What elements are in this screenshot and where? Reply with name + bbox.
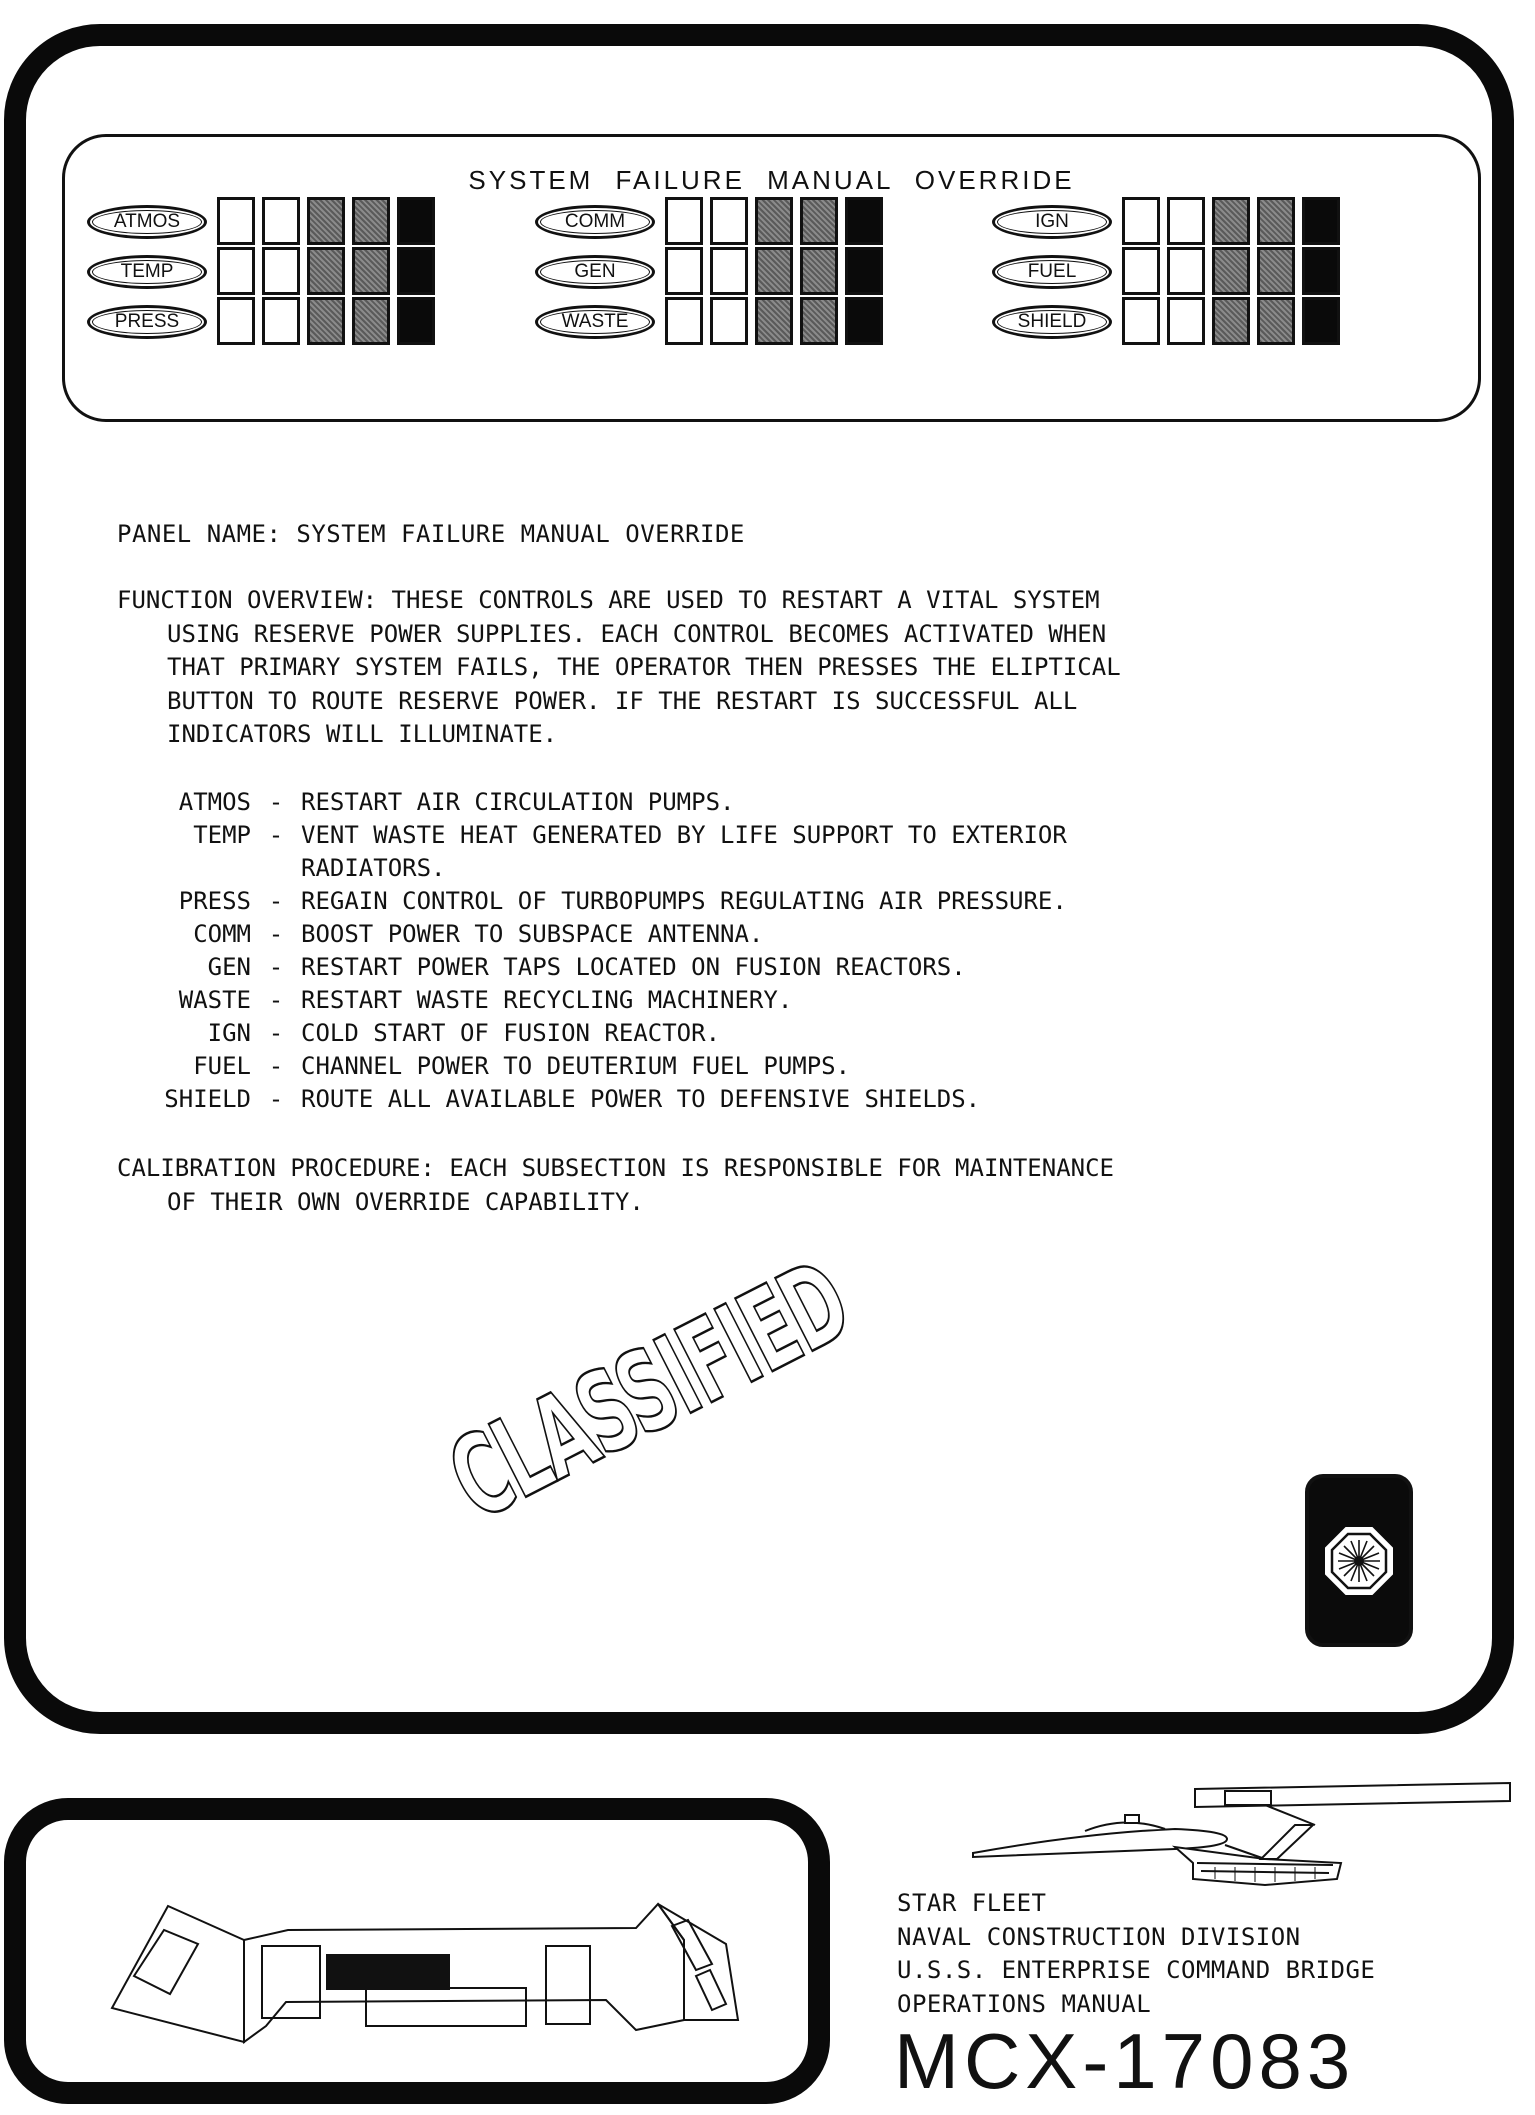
indicator-light xyxy=(217,297,255,345)
legend-description: VENT WASTE HEAT GENERATED BY LIFE SUPPORT TO EXTERIOR xyxy=(301,821,1067,849)
indicator-light xyxy=(1122,247,1160,295)
indicator-light xyxy=(1167,197,1205,245)
indicator-light xyxy=(307,247,345,295)
legend-separator: - xyxy=(268,1019,284,1047)
legend-key: SHIELD xyxy=(164,1085,251,1113)
indicator-light xyxy=(1122,197,1160,245)
legend-item xyxy=(117,885,1201,918)
indicator-light xyxy=(755,247,793,295)
function-overview-line: THAT PRIMARY SYSTEM FAILS, THE OPERATOR THEN PRESSES THE ELIPTICAL xyxy=(167,653,1121,681)
footer-line: OPERATIONS MANUAL xyxy=(897,1989,1152,2018)
legend-key: IGN xyxy=(207,1019,251,1047)
override-button-fuel[interactable] xyxy=(992,255,1112,289)
legend-description: BOOST POWER TO SUBSPACE ANTENNA. xyxy=(301,920,764,948)
legend-separator: - xyxy=(268,1052,284,1080)
bridge-console-diagram-icon xyxy=(26,1820,808,2082)
legend-description: ROUTE ALL AVAILABLE POWER TO DEFENSIVE SHIELDS. xyxy=(301,1085,981,1113)
legend-item xyxy=(117,819,1201,852)
override-row-fuel xyxy=(992,247,1392,299)
system-legend xyxy=(117,786,1201,1116)
legend-key: COMM xyxy=(193,920,251,948)
footer-division-text xyxy=(897,1887,1375,2021)
override-row-shield xyxy=(992,297,1392,349)
override-row-gen xyxy=(535,247,935,299)
footer-line: STAR FLEET xyxy=(897,1889,1047,1917)
indicator-light xyxy=(397,247,435,295)
legend-item xyxy=(117,786,1201,819)
indicator-light xyxy=(800,247,838,295)
indicator-light xyxy=(1167,297,1205,345)
indicator-light xyxy=(845,247,883,295)
override-button-label: GEN xyxy=(574,261,616,282)
indicator-light xyxy=(1122,297,1160,345)
calibration-first-line: CALIBRATION PROCEDURE: EACH SUBSECTION IS RESPONSIBLE FOR MAINTENANCE xyxy=(117,1154,1114,1182)
classified-stamp: CLASSIFIED xyxy=(430,1236,868,1546)
indicator-light xyxy=(665,297,703,345)
override-button-label: SHIELD xyxy=(1017,311,1087,332)
panel-title: SYSTEM FAILURE MANUAL OVERRIDE xyxy=(468,165,1075,195)
indicator-light xyxy=(1167,247,1205,295)
function-overview-line: BUTTON TO ROUTE RESERVE POWER. IF THE RESTART IS SUCCESSFUL ALL xyxy=(167,686,1078,715)
override-button-waste[interactable] xyxy=(535,305,655,339)
legend-description: REGAIN CONTROL OF TURBOPUMPS REGULATING AIR PRESSURE. xyxy=(301,887,1067,915)
indicator-light xyxy=(352,297,390,345)
override-button-label: IGN xyxy=(1035,211,1069,232)
legend-description: COLD START OF FUSION REACTOR. xyxy=(301,1019,721,1047)
indicator-light xyxy=(307,197,345,245)
override-row-press xyxy=(87,297,487,349)
override-button-label: WASTE xyxy=(561,311,629,332)
footer-line: U.S.S. ENTERPRISE COMMAND BRIDGE xyxy=(897,1956,1376,1984)
indicator-light xyxy=(262,197,300,245)
console-diagram-frame xyxy=(4,1798,830,2104)
calibration-procedure xyxy=(117,1152,1347,1219)
legend-separator: - xyxy=(268,986,284,1014)
override-row-temp xyxy=(87,247,487,299)
legend-item xyxy=(117,951,1201,984)
function-overview-line: INDICATORS WILL ILLUMINATE. xyxy=(167,720,558,748)
indicator-light xyxy=(1257,247,1295,295)
legend-description: RESTART AIR CIRCULATION PUMPS. xyxy=(301,788,735,816)
indicator-light xyxy=(1212,197,1250,245)
legend-separator: - xyxy=(268,1085,284,1113)
starfleet-octagon-emblem-icon xyxy=(1305,1474,1413,1647)
legend-item xyxy=(117,984,1201,1017)
legend-item xyxy=(117,1050,1201,1083)
indicator-light xyxy=(397,197,435,245)
indicator-light xyxy=(352,247,390,295)
override-button-label: TEMP xyxy=(120,261,174,282)
legend-description: RADIATORS. xyxy=(301,854,446,882)
indicator-light xyxy=(1257,297,1295,345)
panel-name-line: PANEL NAME: SYSTEM FAILURE MANUAL OVERRIDE xyxy=(117,520,745,548)
override-button-ign[interactable] xyxy=(992,205,1112,239)
override-button-temp[interactable] xyxy=(87,255,207,289)
override-button-label: FUEL xyxy=(1027,261,1077,282)
override-row-atmos xyxy=(87,197,487,249)
footer-line: NAVAL CONSTRUCTION DIVISION xyxy=(897,1922,1301,1951)
indicator-light xyxy=(307,297,345,345)
indicator-light xyxy=(665,247,703,295)
legend-item xyxy=(117,1017,1201,1050)
legend-item xyxy=(117,852,1201,885)
legend-separator-spacer xyxy=(251,852,301,885)
indicator-light xyxy=(1212,247,1250,295)
function-overview-first-line: FUNCTION OVERVIEW: THESE CONTROLS ARE USED TO RESTART A VITAL SYSTEM xyxy=(117,586,1100,614)
override-button-atmos[interactable] xyxy=(87,205,207,239)
document-number: MCX-17083 xyxy=(894,2017,1356,2105)
indicator-light xyxy=(1302,297,1340,345)
indicator-light xyxy=(755,297,793,345)
legend-item xyxy=(117,1083,1201,1116)
legend-key: WASTE xyxy=(178,986,251,1014)
legend-description: CHANNEL POWER TO DEUTERIUM FUEL PUMPS. xyxy=(301,1052,851,1080)
override-button-label: PRESS xyxy=(114,311,180,332)
legend-key: PRESS xyxy=(178,887,251,915)
function-overview xyxy=(117,584,1347,752)
indicator-light xyxy=(800,197,838,245)
indicator-light xyxy=(262,247,300,295)
override-button-comm[interactable] xyxy=(535,205,655,239)
indicator-light xyxy=(755,197,793,245)
indicator-light xyxy=(845,197,883,245)
indicator-light xyxy=(1302,197,1340,245)
override-button-press[interactable] xyxy=(87,305,207,339)
override-button-label: ATMOS xyxy=(113,211,181,232)
legend-separator: - xyxy=(268,788,284,816)
legend-separator: - xyxy=(268,821,284,849)
indicator-light xyxy=(262,297,300,345)
calibration-line: OF THEIR OWN OVERRIDE CAPABILITY. xyxy=(167,1187,644,1216)
override-row-comm xyxy=(535,197,935,249)
indicator-light xyxy=(710,297,748,345)
indicator-light xyxy=(1302,247,1340,295)
legend-key-spacer xyxy=(117,852,251,885)
indicator-light xyxy=(1257,197,1295,245)
indicator-light xyxy=(217,247,255,295)
legend-separator: - xyxy=(268,920,284,948)
legend-separator: - xyxy=(268,953,284,981)
override-button-gen[interactable] xyxy=(535,255,655,289)
legend-key: FUEL xyxy=(193,1052,251,1080)
override-button-label: COMM xyxy=(564,211,626,232)
legend-key: ATMOS xyxy=(178,788,251,816)
indicator-light xyxy=(397,297,435,345)
override-panel xyxy=(62,134,1481,422)
legend-key: GEN xyxy=(207,953,251,981)
legend-item xyxy=(117,918,1201,951)
starship-enterprise-icon xyxy=(965,1775,1520,1895)
indicator-light xyxy=(352,197,390,245)
legend-key: TEMP xyxy=(193,821,251,849)
override-button-shield[interactable] xyxy=(992,305,1112,339)
indicator-light xyxy=(217,197,255,245)
override-row-ign xyxy=(992,197,1392,249)
indicator-light xyxy=(845,297,883,345)
override-row-waste xyxy=(535,297,935,349)
indicator-light xyxy=(800,297,838,345)
legend-description: RESTART WASTE RECYCLING MACHINERY. xyxy=(301,986,793,1014)
indicator-light xyxy=(1212,297,1250,345)
indicator-light xyxy=(665,197,703,245)
legend-description: RESTART POWER TAPS LOCATED ON FUSION REACTORS. xyxy=(301,953,966,981)
legend-separator: - xyxy=(268,887,284,915)
indicator-light xyxy=(710,247,748,295)
indicator-light xyxy=(710,197,748,245)
function-overview-line: USING RESERVE POWER SUPPLIES. EACH CONTROL BECOMES ACTIVATED WHEN xyxy=(167,619,1107,648)
